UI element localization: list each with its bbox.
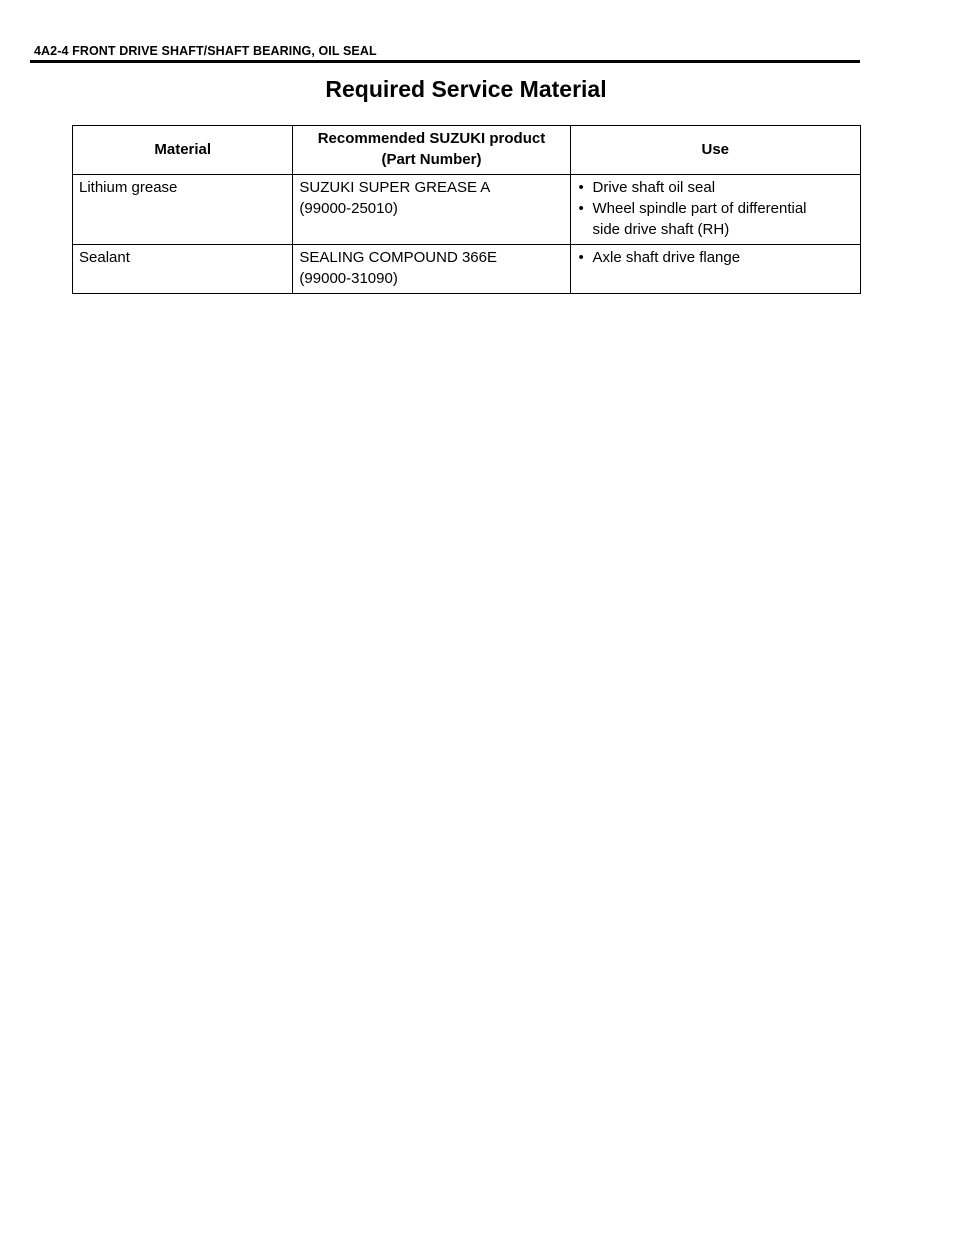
use-list xyxy=(577,247,855,268)
table-header-row xyxy=(73,126,861,175)
column-header-product-line1: Recommended SUZUKI product xyxy=(317,130,546,147)
running-header: 4A2-4 FRONT DRIVE SHAFT/SHAFT BEARING, OIL SEAL xyxy=(34,44,377,58)
product-cell xyxy=(293,175,570,245)
material-cell: Lithium grease xyxy=(73,175,293,245)
material-cell: Sealant xyxy=(73,245,293,294)
column-header-use: Use xyxy=(570,126,861,175)
use-item xyxy=(577,177,855,198)
use-list xyxy=(577,177,855,240)
page-title: Required Service Material xyxy=(325,76,607,102)
column-header-product xyxy=(293,126,570,175)
product-name: SEALING COMPOUND 366E xyxy=(299,249,497,266)
table-row xyxy=(73,175,861,245)
part-number: (99000-31090) xyxy=(299,270,398,287)
header-rule xyxy=(30,60,860,63)
use-text: Axle shaft drive flange xyxy=(592,249,741,266)
use-text-continuation: side drive shaft (RH) xyxy=(592,221,730,238)
use-item xyxy=(577,198,855,240)
product-name: SUZUKI SUPER GREASE A xyxy=(299,179,491,196)
use-item xyxy=(577,247,855,268)
use-cell xyxy=(570,175,861,245)
use-cell xyxy=(570,245,861,294)
service-material-table xyxy=(72,125,861,294)
column-header-material: Material xyxy=(73,126,293,175)
table-row xyxy=(73,245,861,294)
use-text: Drive shaft oil seal xyxy=(592,179,716,196)
product-cell xyxy=(293,245,570,294)
bullet-icon: • xyxy=(578,179,584,196)
use-text: Wheel spindle part of differential xyxy=(592,200,807,217)
bullet-icon: • xyxy=(578,249,584,266)
part-number: (99000-25010) xyxy=(299,200,398,217)
column-header-product-line2: (Part Number) xyxy=(381,151,482,168)
bullet-icon: • xyxy=(578,200,584,217)
